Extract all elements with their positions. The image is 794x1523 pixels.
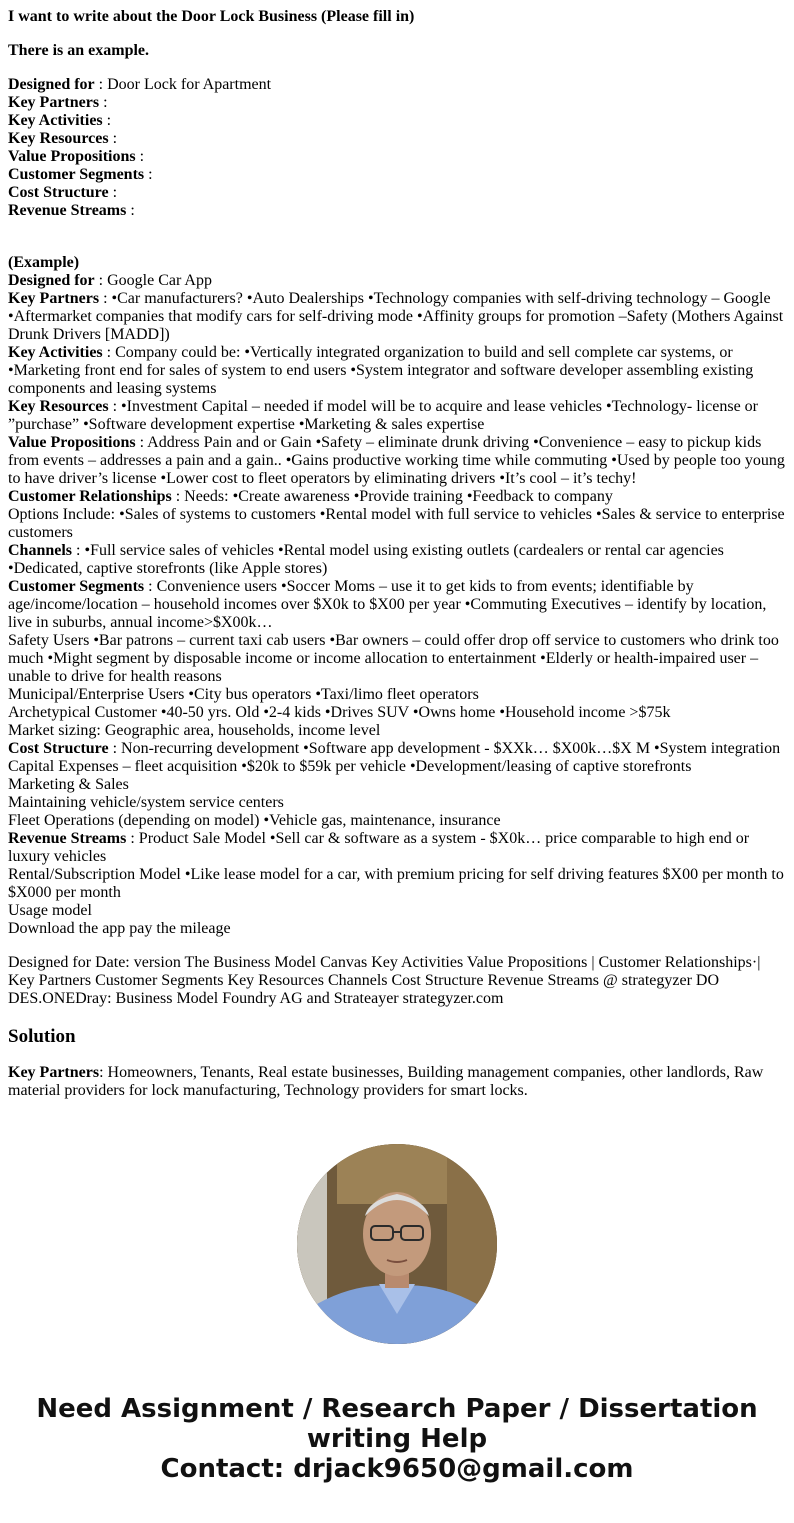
template-field	[8, 202, 786, 220]
field-label: Key Activities	[8, 112, 103, 129]
field-value: : Door Lock for Apartment	[94, 76, 272, 93]
template-field	[8, 130, 786, 148]
promo-footer	[8, 1394, 786, 1484]
solution-key-partners	[8, 1064, 786, 1100]
field-value: :	[102, 112, 112, 129]
template-field	[8, 166, 786, 184]
field-label: Value Propositions	[8, 434, 136, 451]
field-value: : Address Pain and or Gain •Safety – eliminate drunk driving •Convenience – easy to pickup kids from events – addresses a pain and a gain.. •Gains productive working time while commuting •Used by people too young to have driver’s license •Lower cost to fleet operators by eliminating drivers •It’s cool – it’s techy!	[8, 434, 785, 487]
cost-line: Marketing & Sales	[8, 776, 129, 793]
cost-line: Capital Expenses – fleet acquisition •$20k to $59k per vehicle •Development/leasing of captive storefronts	[8, 758, 692, 775]
revenue-line: Rental/Subscription Model •Like lease model for a car, with premium pricing for self driving features $X00 per month to $X000 per month	[8, 866, 784, 901]
field-value: :	[126, 202, 135, 219]
example-revenue-streams	[8, 830, 786, 866]
question-heading: I want to write about the Door Lock Business (Please fill in)	[8, 8, 415, 25]
example-intro: There is an example.	[8, 42, 150, 59]
example-value-propositions	[8, 434, 786, 488]
template-list	[8, 76, 786, 220]
canvas-text: Designed for Date: version The Business Model Canvas Key Activities Value Propositions | Customer Relationships·| Key Partners Customer Segments Key Resources Channels Cost Structure Revenue Streams @ strategyzer DO DES.ONEDray: Business Model Foundry AG and Strateayer strategyzer.com	[8, 954, 761, 1007]
field-label: Key Partners	[8, 94, 100, 111]
example-key-activities	[8, 344, 786, 398]
field-label: Customer Segments	[8, 166, 145, 183]
template-field	[8, 148, 786, 166]
field-value: :	[135, 148, 145, 165]
field-value: : Non-recurring development •Software app development - $XXk… $X00k…$X M •System integration	[108, 740, 781, 757]
promo-line-1: Need Assignment / Research Paper / Dissertation writing Help	[36, 1394, 758, 1454]
field-value: : •Investment Capital – needed if model will be to acquire and lease vehicles •Technology- license or ”purchase” •Software development expertise •Marketing & sales expertise	[8, 398, 758, 433]
field-label: Revenue Streams	[8, 202, 127, 219]
field-value: : Homeowners, Tenants, Real estate businesses, Building management companies, other landlords, Raw material providers for lock manufacturing, Technology providers for smart locks.	[8, 1064, 764, 1099]
promo-line-2: Contact: drjack9650@gmail.com	[160, 1454, 634, 1484]
field-value: : •Full service sales of vehicles •Rental model using existing outlets (cardealers or rental car agencies •Dedicated, captive storefronts (like Apple stores)	[8, 542, 724, 577]
example-customer-segments	[8, 578, 786, 632]
template-field	[8, 76, 786, 94]
field-value: : Convenience users •Soccer Moms – use it to get kids to from events; identifiable by age/income/location – household incomes over $X0k to $X00 per year •Commuting Executives – identify by location, live in suburbs, annual income>$X00k…	[8, 578, 767, 631]
field-value: :	[108, 184, 118, 201]
field-label: Designed for	[8, 272, 95, 289]
example-cost-structure	[8, 740, 786, 758]
cost-line: Maintaining vehicle/system service centers	[8, 794, 284, 811]
revenue-line: Download the app pay the mileage	[8, 920, 231, 937]
cs-line: Market sizing: Geographic area, households, income level	[8, 722, 381, 739]
field-label: Designed for	[8, 76, 95, 93]
template-field	[8, 94, 786, 112]
field-value: : •Car manufacturers? •Auto Dealerships •Technology companies with self-driving technology – Google •Aftermarket companies that modify cars for self-driving mode •Affinity groups for promotion –Safety (Mothers Against Drunk Drivers [MADD])	[8, 290, 784, 343]
solution-heading: Solution	[8, 1026, 76, 1047]
field-label: Key Partners	[8, 290, 100, 307]
author-avatar-container	[8, 1144, 786, 1344]
revenue-line: Usage model	[8, 902, 92, 919]
field-label: Channels	[8, 542, 73, 559]
field-value: : Company could be: •Vertically integrated organization to build and sell complete car systems, or •Marketing front end for sales of system to end users •System integrator and software developer assembling existing components and leasing systems	[8, 344, 754, 397]
example-section	[8, 254, 786, 938]
example-key-partners	[8, 290, 786, 344]
field-label: Customer Segments	[8, 578, 145, 595]
field-value: : Product Sale Model •Sell car & software as a system - $X0k… price comparable to high end or luxury vehicles	[8, 830, 750, 865]
cost-line: Fleet Operations (depending on model) •Vehicle gas, maintenance, insurance	[8, 812, 501, 829]
field-value: : Google Car App	[94, 272, 212, 289]
field-label: Key Partners	[8, 1064, 100, 1081]
field-label: Cost Structure	[8, 740, 109, 757]
example-cr-options: Options Include: •Sales of systems to customers •Rental model with full service to vehicles •Sales & service to enterprise customers	[8, 506, 785, 541]
field-value: : Needs: •Create awareness •Provide training •Feedback to company	[171, 488, 613, 505]
cs-line: Municipal/Enterprise Users •City bus operators •Taxi/limo fleet operators	[8, 686, 479, 703]
field-label: Value Propositions	[8, 148, 136, 165]
field-label: Revenue Streams	[8, 830, 127, 847]
author-avatar	[297, 1144, 497, 1344]
example-customer-relationships	[8, 488, 786, 506]
example-key-resources	[8, 398, 786, 434]
field-label: Key Resources	[8, 398, 109, 415]
field-value: :	[99, 94, 108, 111]
cs-line: Archetypical Customer •40-50 yrs. Old •2-4 kids •Drives SUV •Owns home •Household income >$75k	[8, 704, 671, 721]
field-value: :	[108, 130, 118, 147]
example-designed-for	[8, 272, 786, 290]
avatar-portrait-icon	[297, 1144, 497, 1344]
example-label: (Example)	[8, 254, 80, 271]
field-label: Cost Structure	[8, 184, 109, 201]
field-label: Key Resources	[8, 130, 109, 147]
field-label: Key Activities	[8, 344, 103, 361]
template-field	[8, 112, 786, 130]
example-channels	[8, 542, 786, 578]
field-value: :	[144, 166, 153, 183]
field-label: Customer Relationships	[8, 488, 172, 505]
cs-line: Safety Users •Bar patrons – current taxi cab users •Bar owners – could offer drop off service to customers who drink too much •Might segment by disposable income or income allocation to entertainment •Elderly or health-impaired user – unable to drive for health reasons	[8, 632, 779, 685]
template-field	[8, 184, 786, 202]
